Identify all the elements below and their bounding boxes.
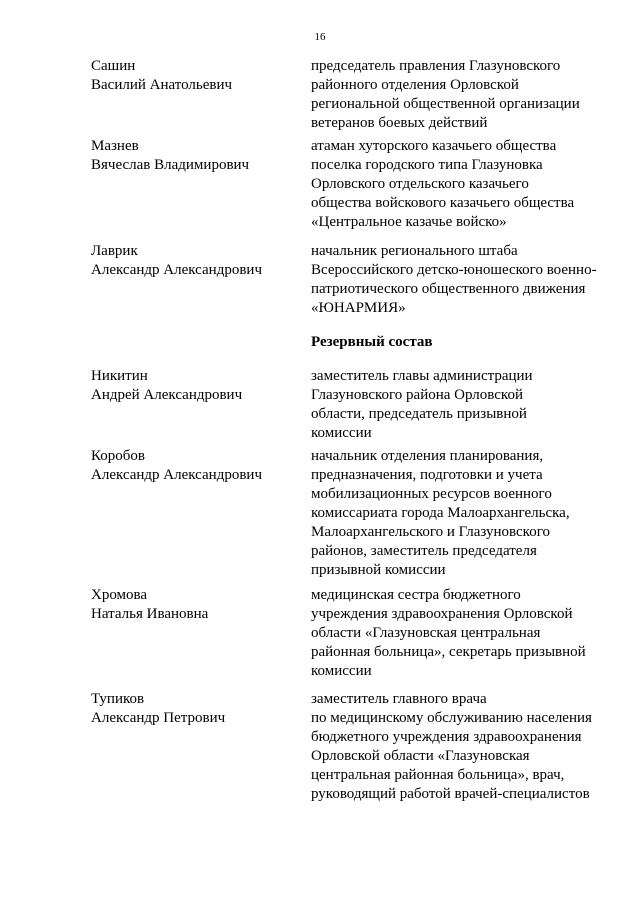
- position-line: медицинская сестра бюджетного: [311, 587, 521, 603]
- position-line: призывной комиссии: [311, 562, 446, 578]
- member-surname: Никитин: [91, 368, 148, 384]
- member-position: [311, 242, 611, 318]
- position-line: руководящий работой врачей-специалистов: [311, 786, 590, 802]
- position-line: комиссии: [311, 663, 372, 679]
- position-line: центральная районная больница», врач,: [311, 767, 565, 783]
- member-name: [91, 447, 291, 485]
- member-given-names: Александр Александрович: [91, 262, 262, 278]
- position-line: Всероссийского детско-юношеского военно-: [311, 262, 597, 278]
- position-line: заместитель главного врача: [311, 691, 487, 707]
- member-name: [91, 586, 291, 624]
- position-line: комиссии: [311, 425, 372, 441]
- position-line: патриотического общественного движения: [311, 281, 586, 297]
- page-number: 16: [314, 31, 326, 43]
- member-surname: Лаврик: [91, 243, 138, 259]
- member-position: [311, 447, 611, 580]
- position-line: учреждения здравоохранения Орловской: [311, 606, 573, 622]
- position-line: бюджетного учреждения здравоохранения: [311, 729, 582, 745]
- position-line: заместитель главы администрации: [311, 368, 533, 384]
- member-position: [311, 690, 611, 804]
- position-line: атаман хуторского казачьего общества: [311, 138, 557, 154]
- position-line: председатель правления Глазуновского: [311, 58, 561, 74]
- member-name: [91, 690, 291, 728]
- position-line: общества войскового казачьего общества: [311, 195, 575, 211]
- member-given-names: Александр Александрович: [91, 467, 262, 483]
- member-name: [91, 137, 291, 175]
- position-line: начальник регионального штаба: [311, 243, 518, 259]
- position-line: предназначения, подготовки и учета: [311, 467, 543, 483]
- member-given-names: Наталья Ивановна: [91, 606, 209, 622]
- position-line: «Центральное казачье войско»: [311, 214, 507, 230]
- position-line: области «Глазуновская центральная: [311, 625, 541, 641]
- member-surname: Сашин: [91, 58, 136, 74]
- member-surname: Хромова: [91, 587, 148, 603]
- member-given-names: Александр Петрович: [91, 710, 226, 726]
- reserve-heading: Резервный состав: [311, 334, 433, 350]
- member-given-names: Андрей Александрович: [91, 387, 243, 403]
- position-line: мобилизационных ресурсов военного: [311, 486, 552, 502]
- member-position: [311, 137, 611, 232]
- position-line: комиссариата города Малоархангельска,: [311, 505, 570, 521]
- position-line: Малоархангельского и Глазуновского: [311, 524, 550, 540]
- position-line: ветеранов боевых действий: [311, 115, 488, 131]
- position-line: региональной общественной организации: [311, 96, 580, 112]
- member-name: [91, 367, 291, 405]
- member-position: [311, 57, 611, 133]
- member-position: [311, 586, 611, 681]
- member-given-names: Вячеслав Владимирович: [91, 157, 250, 173]
- member-surname: Коробов: [91, 448, 145, 464]
- position-line: районов, заместитель председателя: [311, 543, 537, 559]
- position-line: области, председатель призывной: [311, 406, 527, 422]
- member-name: [91, 57, 291, 95]
- position-line: Орловской области «Глазуновская: [311, 748, 530, 764]
- member-name: [91, 242, 291, 280]
- member-given-names: Василий Анатольевич: [91, 77, 233, 93]
- position-line: Глазуновского района Орловской: [311, 387, 523, 403]
- position-line: поселка городского типа Глазуновка: [311, 157, 543, 173]
- member-surname: Мазнев: [91, 138, 139, 154]
- position-line: по медицинскому обслуживанию населения: [311, 710, 592, 726]
- position-line: «ЮНАРМИЯ»: [311, 300, 406, 316]
- position-line: начальник отделения планирования,: [311, 448, 544, 464]
- position-line: районного отделения Орловской: [311, 77, 519, 93]
- member-position: [311, 367, 611, 443]
- member-surname: Тупиков: [91, 691, 145, 707]
- position-line: районная больница», секретарь призывной: [311, 644, 586, 660]
- position-line: Орловского отдельского казачьего: [311, 176, 529, 192]
